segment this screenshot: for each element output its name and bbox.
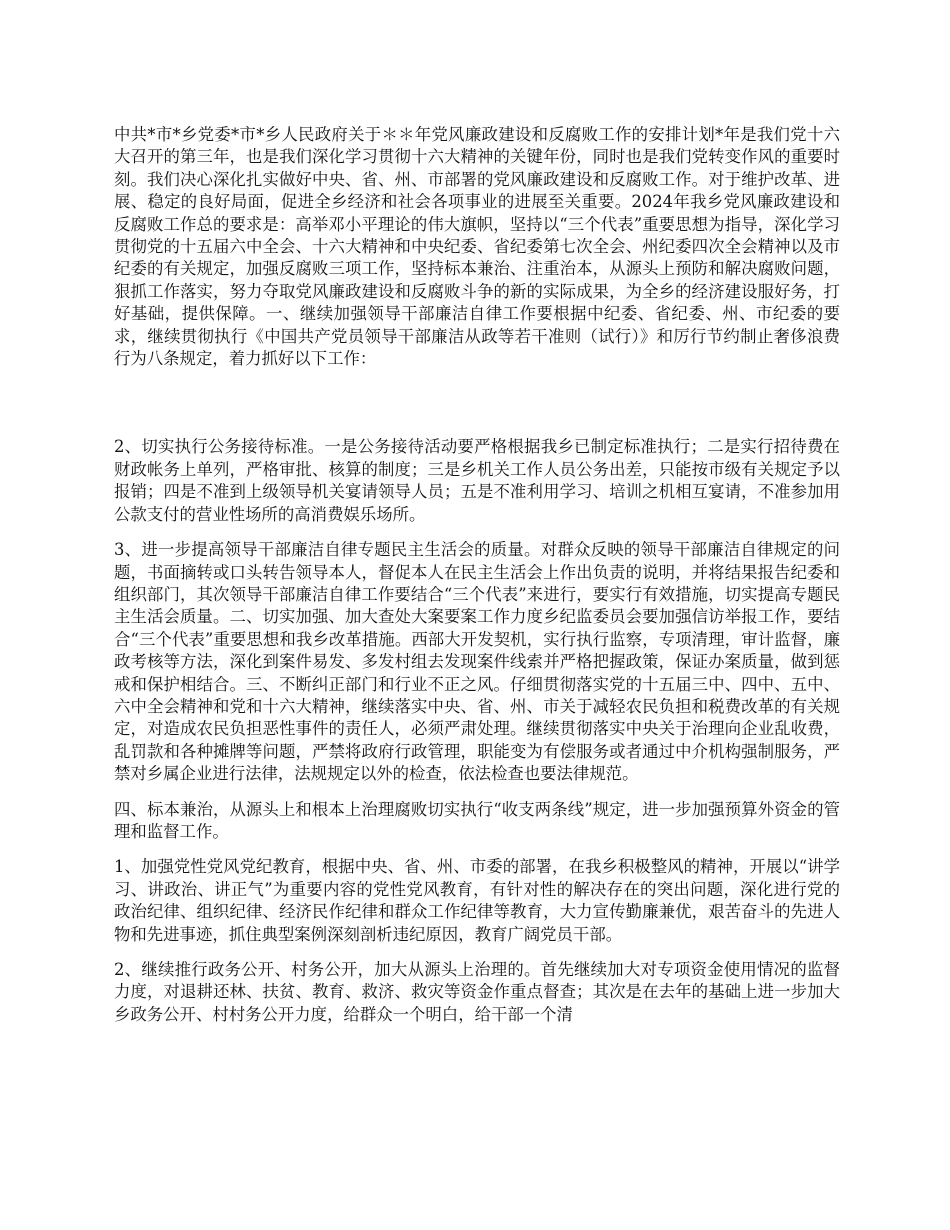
paragraph-party-education: 1、加强党性党风党纪教育，根据中央、省、州、市委的部署，在我乡积极整风的精神，开展以“讲学习、讲政治、讲正气”为重要内容的党性党风教育，有针对性的解决存在的突出问题，深化进行党的政治纪律、组织纪律、经济民作纪律和群众工作纪律等教育，大力宣传勤廉兼优，艰苦奋斗的先进人物和先进事迹，抓住典型案例深刻剖析违纪原因，教育广阔党员干部。 <box>114 857 840 944</box>
paragraph-democratic-life-meetings: 3、进一步提高领导干部廉洁自律专题民主生活会的质量。对群众反映的领导干部廉洁自律规定的问题，书面摘转或口头转告领导本人，督促本人在民主生活会上作出负责的说明，并将结果报告纪委和组织部门，其次领导干部廉洁自律工作要结合“三个代表”来进行，要实行有效措施，切实提高专题民主生活会质量。二、切实加强、加大查处大案要案工作力度乡纪监委员会要加强信访举报工作，要结合“三个代表”重要思想和我乡改革措施。西部大开发契机，实行执行监察，专项清理，审计监督，廉政考核等方法，深化到案件易发、多发村组去发现案件线索并严格把握政策，保证办案质量，做到惩戒和保护相结合。三、不断纠正部门和行业不正之风。仔细贯彻落实党的十五届三中、四中、五中、六中全会精神和党和十六大精神，继续落实中央、省、州、市关于减轻农民负担和税费改革的有关规定，对造成农民负担恶性事件的责任人，必须严肃处理。继续贯彻落实中央关于治理向企业乱收费，乱罚款和各种摊牌等问题，严禁将政府行政管理，职能变为有偿服务或者通过中介机构强制服务，严禁对乡属企业进行法律，法规规定以外的检查，依法检查也要法律规范。 <box>114 540 840 784</box>
paragraph-open-affairs: 2、继续推行政务公开、村务公开，加大从源头上治理的。首先继续加大对专项资金使用情况的监督力度，对退耕还林、扶贫、教育、救济、救灾等资金作重点督查；其次是在去年的基础上进一步加大乡政务公开、村村务公开力度，给群众一个明白，给干部一个清 <box>114 960 840 1024</box>
document-body <box>114 124 840 1026</box>
paragraph-intro: 中共*市*乡党委*市*乡人民政府关于＊＊年党风廉政建设和反腐败工作的安排计划*年是我们党十六大召开的第三年，也是我们深化学习贯彻十六大精神的关键年份，同时也是我们党转变作风的重要时刻。我们决心深化扎实做好中央、省、州、市部署的党风廉政建设和反腐败工作。对于维护改革、进展、稳定的良好局面，促进全乡经济和社会各项事业的进展至关重要。2024年我乡党风廉政建设和反腐败工作总的要求是：高举邓小平理论的伟大旗帜，坚持以“三个代表”重要思想为指导，深化学习贯彻党的十五届六中全会、十六大精神和中央纪委、省纪委第七次全会、州纪委四次全会精神以及市纪委的有关规定，加强反腐败三项工作，坚持标本兼治、注重治本，从源头上预防和解决腐败问题，狠抓工作落实，努力夺取党风廉政建设和反腐败斗争的新的实际成果，为全乡的经济建设服好务，打好基础，提供保障。一、继续加强领导干部廉洁自律工作要根据中纪委、省纪委、州、市纪委的要求，继续贯彻执行《中国共产党员领导干部廉洁从政等若干准则（试行）》和厉行节约制止奢侈浪费行为八条规定，着力抓好以下工作： <box>114 125 840 369</box>
paragraph-reception-standards: 2、切实执行公务接待标准。一是公务接待活动要严格根据我乡已制定标准执行；二是实行招待费在财政帐务上单列，严格审批、核算的制度；三是乡机关工作人员公务出差，只能按市级有关规定予以报销；四是不准到上级领导机关宴请领导人员；五是不准利用学习、培训之机相互宴请，不准参加用公款支付的营业性场所的高消费娱乐场所。 <box>114 437 840 524</box>
paragraph-section-four-heading: 四、标本兼治，从源头上和根本上治理腐败切实执行“收支两条线”规定，进一步加强预算外资金的管理和监督工作。 <box>114 799 840 841</box>
